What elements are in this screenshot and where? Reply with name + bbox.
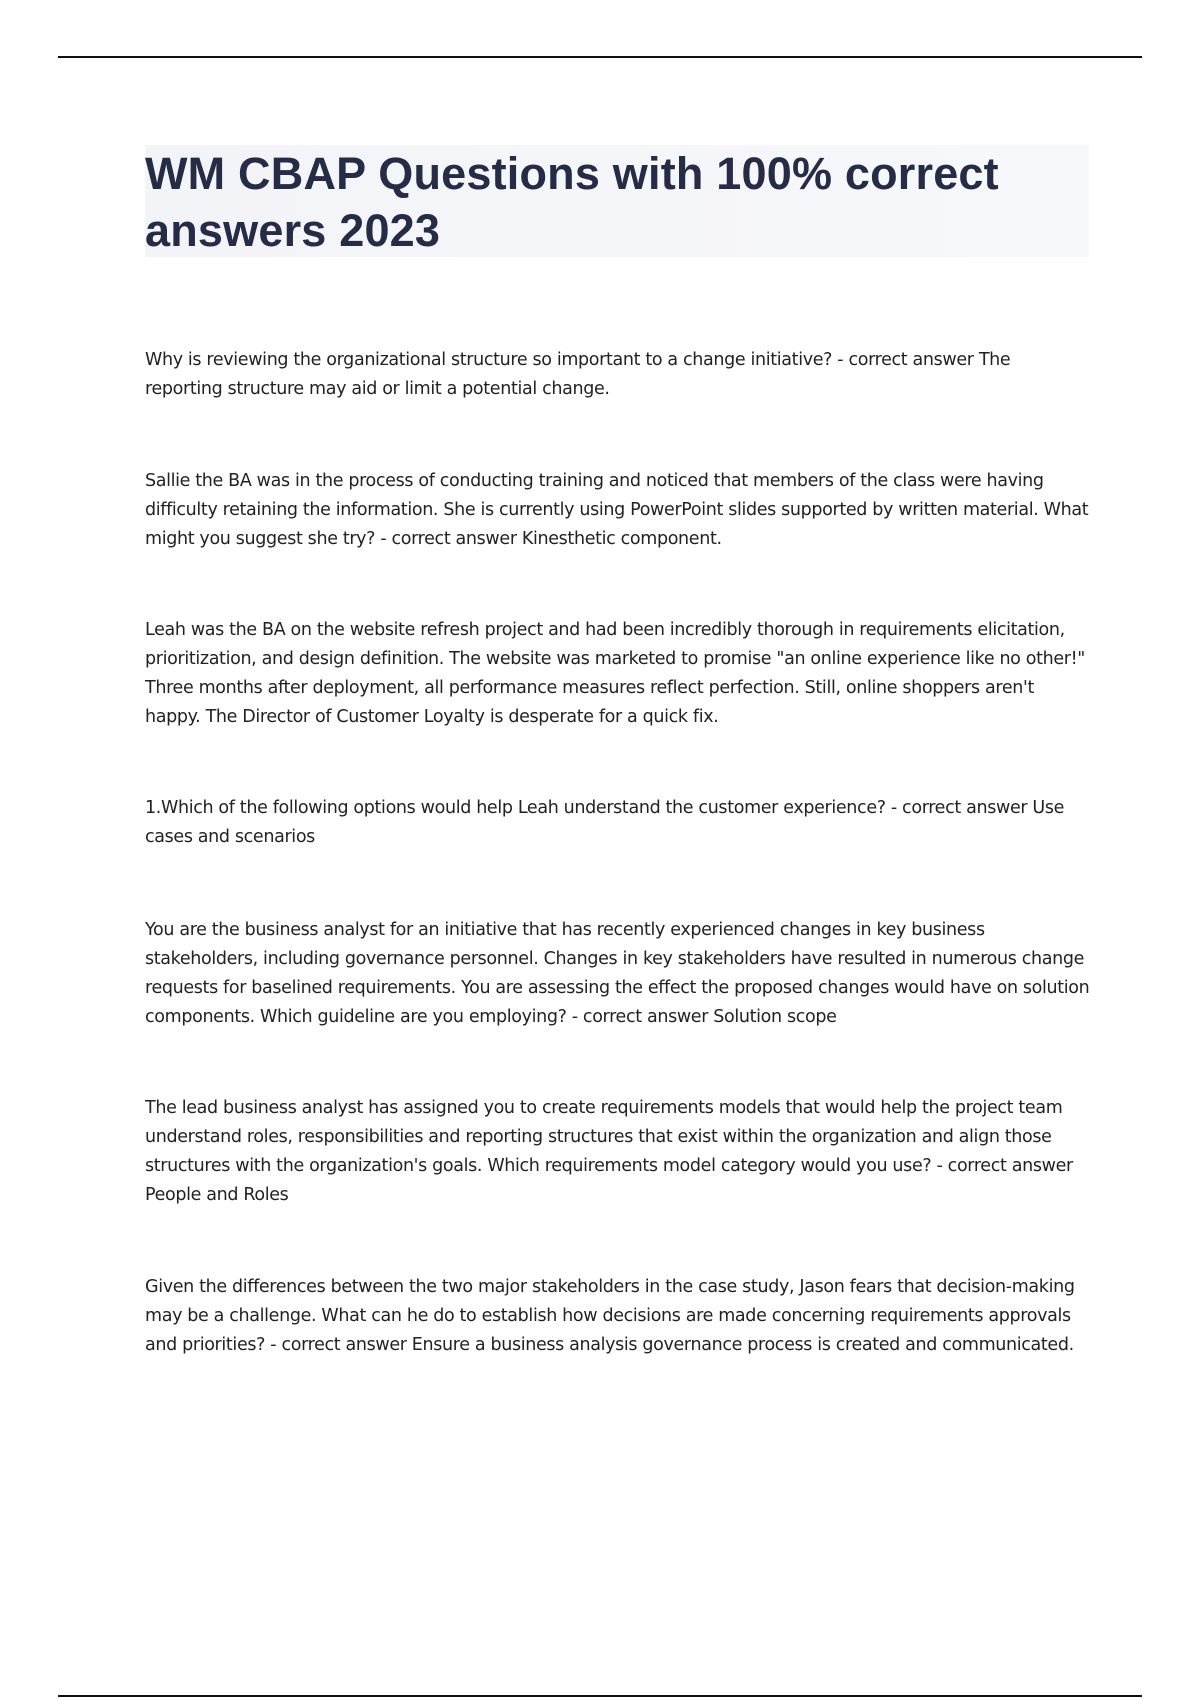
question-item-2: Sallie the BA was in the process of conducting training and noticed that members of the class were having difficulty retaining the information. She is currently using PowerPoint slides supported by written material. What might you suggest she try? - correct answer Kinesthetic component. <box>145 471 1089 549</box>
question-item-6: The lead business analyst has assigned you to create requirements models that would help the project team understand roles, responsibilities and reporting structures that exist within the organization and align those structures with the organization's goals. Which requirements model category would you use? - correct answer People and Roles <box>145 1098 1073 1205</box>
question-item-5: You are the business analyst for an initiative that has recently experienced changes in key business stakeholders, including governance personnel. Changes in key stakeholders have resulted in numerous change requests for baselined requirements. You are assessing the effect the proposed changes would have on solution components. Which guideline are you employing? - correct answer Solution scope <box>145 920 1090 1027</box>
question-item-4: 1.Which of the following options would help Leah understand the customer experience? - correct answer Use cases and scenarios <box>145 798 1065 847</box>
document-title: WM CBAP Questions with 100% correct answers 2023 <box>145 148 999 256</box>
header-rule <box>58 56 1142 58</box>
question-item-3: Leah was the BA on the website refresh project and had been incredibly thorough in requirements elicitation, prioritization, and design definition. The website was marketed to promise "an online experience like no other!" Three months after deployment, all performance measures reflect perfection. Still, online shoppers aren't happy. The Director of Customer Loyalty is desperate for a quick fix. <box>145 620 1085 727</box>
question-item-7: Given the differences between the two major stakeholders in the case study, Jason fears that decision-making may be a challenge. What can he do to establish how decisions are made concerning requirements approvals and priorities? - correct answer Ensure a business analysis governance process is created and communicated. <box>145 1277 1075 1355</box>
footer-rule <box>58 1695 1142 1697</box>
question-item-1: Why is reviewing the organizational structure so important to a change initiative? - correct answer The reporting structure may aid or limit a potential change. <box>145 350 1011 399</box>
